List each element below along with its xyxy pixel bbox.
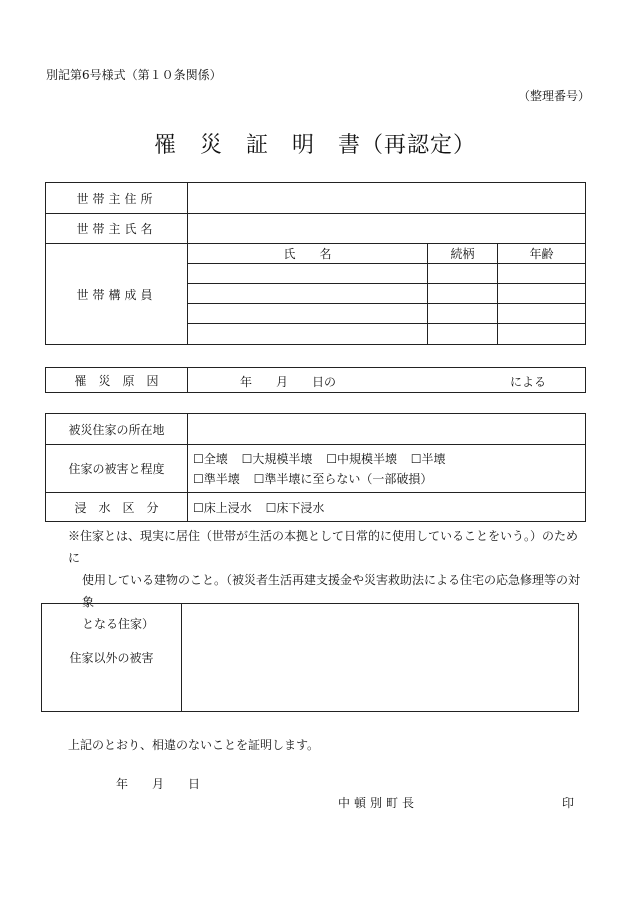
member-age-header: 年齢 — [498, 244, 586, 264]
note-line: ※住家とは、現実に居住（世帯が生活の本拠として日常的に使用していることをいう。）のために — [68, 529, 579, 565]
member-relation-field[interactable] — [428, 304, 498, 324]
member-relation-field[interactable] — [428, 264, 498, 284]
degree-label: 住家の被害と程度 — [46, 445, 188, 493]
location-field[interactable] — [188, 414, 586, 445]
issue-date: 年 月 日 — [116, 777, 201, 791]
member-age-field[interactable] — [498, 304, 586, 324]
head-name-label: 世帯主氏名 — [46, 214, 188, 244]
cause-label: 罹 災 原 因 — [46, 368, 188, 393]
head-address-label: 世帯主住所 — [46, 183, 188, 214]
checkbox-hankai[interactable]: ☐半壊 — [410, 451, 446, 466]
cause-field[interactable] — [188, 368, 586, 393]
other-damage-table — [41, 603, 579, 712]
location-label: 被災住家の所在地 — [46, 414, 188, 445]
checkbox-yukaue[interactable]: ☐床上浸水 — [193, 500, 252, 515]
cause-date: 年 月 日の — [240, 375, 337, 389]
head-name-field[interactable] — [188, 214, 586, 244]
head-address-field[interactable] — [188, 183, 586, 214]
flood-options — [188, 493, 586, 522]
cause-table — [45, 367, 586, 393]
damage-table — [45, 413, 586, 522]
household-table — [45, 182, 586, 345]
checkbox-jun-hankai[interactable]: ☐準半壊 — [193, 471, 240, 486]
member-age-field[interactable] — [498, 284, 586, 304]
member-relation-field[interactable] — [428, 324, 498, 345]
member-name-field[interactable] — [188, 284, 428, 304]
member-age-field[interactable] — [498, 264, 586, 284]
member-name-header: 氏 名 — [188, 244, 428, 264]
member-name-field[interactable] — [188, 264, 428, 284]
checkbox-ichibu-hason[interactable]: ☐準半壊に至らない（一部破損） — [253, 471, 433, 486]
seal-mark: 印 — [562, 796, 575, 810]
member-relation-field[interactable] — [428, 284, 498, 304]
member-name-field[interactable] — [188, 304, 428, 324]
flood-label: 浸 水 区 分 — [46, 493, 188, 522]
checkbox-zenkai[interactable]: ☐全壊 — [193, 451, 228, 466]
other-damage-field[interactable] — [182, 604, 579, 712]
member-age-field[interactable] — [498, 324, 586, 345]
note-line: となる住家） — [82, 617, 155, 631]
issuer-name: 中頓別町長 — [338, 796, 419, 810]
checkbox-daikibo-hankai[interactable]: ☐大規模半壊 — [241, 451, 313, 466]
cause-suffix: による — [510, 375, 547, 389]
note-line: 使用している建物のこと。（被災者生活再建支援金や災害救助法による住宅の応急修理等の対象 — [82, 573, 581, 609]
document-title: 罹 災 証 明 書（再認定） — [153, 133, 476, 158]
certification-text: 上記のとおり、相違のないことを証明します。 — [68, 738, 320, 752]
form-reference: 別記第6号様式（第１０条関係） — [46, 68, 222, 82]
other-damage-label: 住家以外の被害 — [42, 604, 182, 712]
serial-number-label: （整理番号） — [518, 89, 591, 103]
member-relation-header: 続柄 — [428, 244, 498, 264]
members-label: 世帯構成員 — [46, 244, 188, 345]
checkbox-chukibo-hankai[interactable]: ☐中規模半壊 — [326, 451, 397, 466]
checkbox-yukashita[interactable]: ☐床下浸水 — [265, 500, 325, 515]
degree-options — [188, 445, 586, 493]
member-name-field[interactable] — [188, 324, 428, 345]
